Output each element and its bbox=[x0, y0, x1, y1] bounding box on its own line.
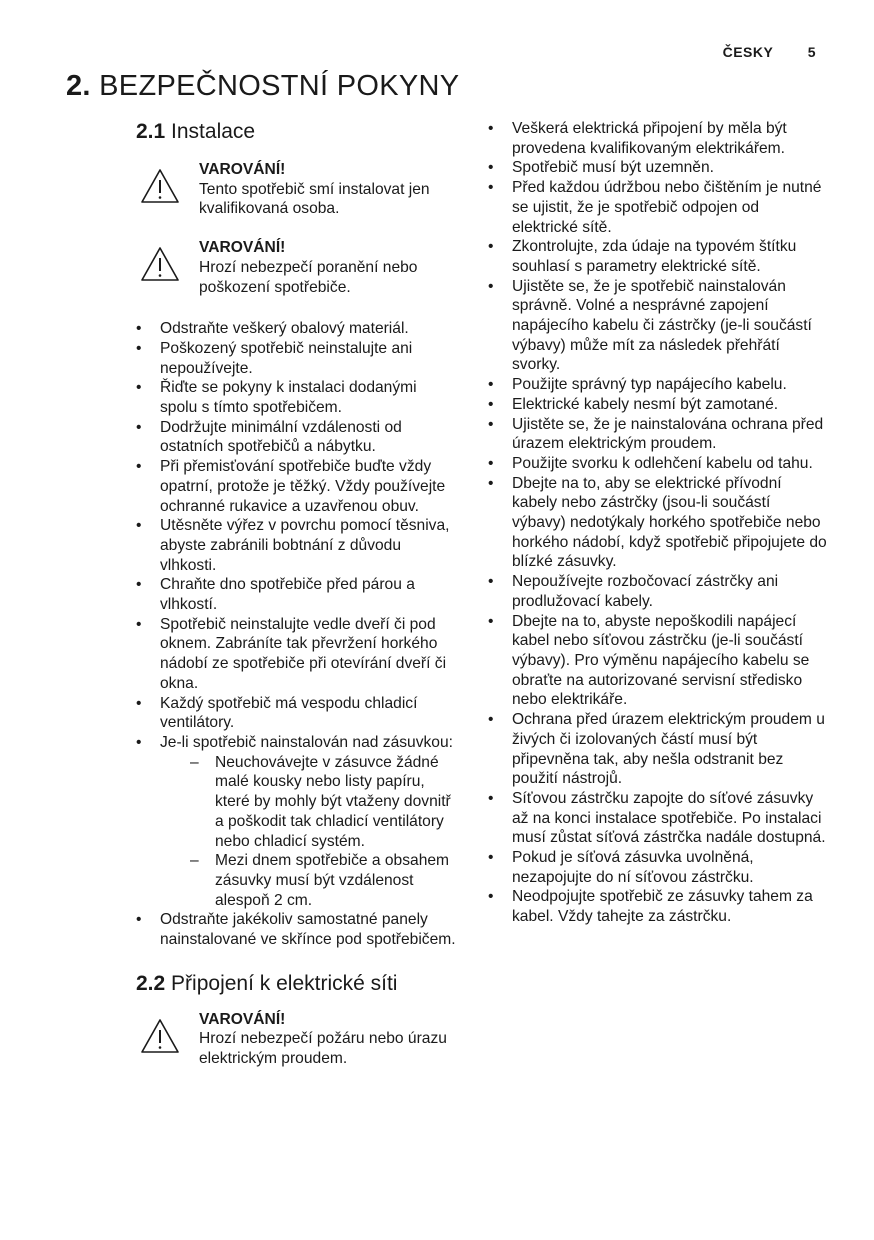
list-item: • Nepoužívejte rozbočovací zástrčky ani prodlužovací kabely. bbox=[488, 572, 828, 611]
page-header bbox=[723, 44, 816, 60]
sub-list-item: – Mezi dnem spotřebiče a obsahem zásuvky musí být vzdálenost alespoň 2 cm. bbox=[160, 851, 456, 910]
list-item: • Chraňte dno spotřebiče před párou a vlhkostí. bbox=[136, 575, 456, 614]
section-2-1-heading bbox=[136, 118, 456, 146]
title-text: BEZPEČNOSTNÍ POKYNY bbox=[99, 70, 460, 102]
right-column bbox=[488, 119, 828, 927]
section-2-2-title: Připojení k elektrické síti bbox=[171, 971, 398, 995]
list-item: • Odstraňte jakékoliv samostatné panely nainstalované ve skřínce pod spotřebičem. bbox=[136, 910, 456, 949]
warning-text: Hrozí nebezpečí poranění nebo poškození spotřebiče. bbox=[199, 258, 418, 296]
list-item: • Neodpojujte spotřebič ze zásuvky tahem za kabel. Vždy tahejte za zástrčku. bbox=[488, 887, 828, 926]
list-item: • Spotřebič neinstalujte vedle dveří či pod oknem. Zabráníte tak převržení horkého nádobí ze spotřebiče při otevírání dveří či okna. bbox=[136, 615, 456, 694]
language-label: ČESKY bbox=[722, 44, 774, 60]
list-item: • Síťovou zástrčku zapojte do síťové zásuvky až na konci instalace spotřebiče. Po instalaci musí zůstat síťová zástrčka nadále dostupná. bbox=[488, 789, 828, 848]
list-item: • Zkontrolujte, zda údaje na typovém štítku souhlasí s parametry elektrické sítě. bbox=[488, 237, 828, 276]
section-2-2-heading bbox=[136, 970, 456, 998]
list-item: • Ujistěte se, že je spotřebič nainstalován správně. Volné a nesprávné zapojení napájecího kabelu či zástrčky (je-li součástí výbavy) může mít za následek přehřátí svorky. bbox=[488, 277, 828, 376]
warning-label: VAROVÁNÍ! bbox=[199, 239, 286, 257]
warning-label: VAROVÁNÍ! bbox=[199, 161, 286, 178]
list-item: • Ochrana před úrazem elektrickým proudem u živých či izolovaných částí musí být připevněna tak, aby nešla odstranit bez použití nástrojů. bbox=[488, 710, 828, 789]
warning-triangle-icon bbox=[140, 1018, 180, 1054]
list-item: • Řiďte se pokyny k instalaci dodanými spolu s tímto spotřebičem. bbox=[136, 378, 456, 417]
list-item: • Spotřebič musí být uzemněn. bbox=[488, 158, 828, 178]
warning-block-1 bbox=[136, 160, 456, 219]
warning-block-3 bbox=[136, 1010, 456, 1069]
list-item: • Dodržujte minimální vzdálenosti od ostatních spotřebičů a nábytku. bbox=[136, 418, 456, 457]
list-item: • Při přemisťování spotřebiče buďte vždy opatrní, protože je těžký. Vždy používejte ochranné rukavice a uzavřenou obuv. bbox=[136, 457, 456, 516]
list-item: • Každý spotřebič má vespodu chladicí ventilátory. bbox=[136, 694, 456, 733]
section-2-1-title: Instalace bbox=[171, 120, 256, 143]
warning-block-2 bbox=[136, 238, 456, 297]
list-item: • Použijte svorku k odlehčení kabelu od tahu. bbox=[488, 454, 828, 474]
list-item: • Utěsněte výřez v povrchu pomocí těsniva, abyste zabránili bobtnání z důvodu vlhkosti. bbox=[136, 516, 456, 575]
list-item: • Poškozený spotřebič neinstalujte ani nepoužívejte. bbox=[136, 339, 456, 378]
warning-label: VAROVÁNÍ! bbox=[199, 1010, 286, 1028]
list-item: • Před každou údržbou nebo čištěním je nutné se ujistit, že je spotřebič odpojen od elektrické sítě. bbox=[488, 178, 828, 237]
list-item: • Dbejte na to, aby se elektrické přívodní kabely nebo zástrčky (jsou-li součástí výbavy) nedotýkaly horkého spotřebiče nebo horkého nádobí, když spotřebič připojujete do blízké zásuvky. bbox=[488, 474, 828, 573]
warning-text: Tento spotřebič smí instalovat jen kvalifikovaná osoba. bbox=[199, 180, 430, 218]
sub-list bbox=[160, 753, 456, 911]
list-item-text: Je-li spotřebič nainstalován nad zásuvkou: bbox=[160, 733, 453, 751]
page-number: 5 bbox=[807, 44, 816, 60]
list-item: • Ujistěte se, že je nainstalována ochrana před úrazem elektrickým proudem. bbox=[488, 415, 828, 454]
sub-list-item: – Neuchovávejte v zásuvce žádné malé kousky nebo listy papíru, které by mohly být vtaženy dovnitř a poškodit tak chladicí ventilátory nebo chladicí systém. bbox=[160, 753, 456, 852]
list-item: • Veškerá elektrická připojení by měla být provedena kvalifikovaným elektrikářem. bbox=[488, 119, 828, 158]
page-title bbox=[66, 70, 459, 103]
left-column bbox=[136, 118, 456, 1069]
list-item bbox=[136, 733, 456, 910]
list-item: • Odstraňte veškerý obalový materiál. bbox=[136, 319, 456, 339]
list-item: • Pokud je síťová zásuvka uvolněná, nezapojujte do ní síťovou zástrčku. bbox=[488, 848, 828, 887]
electrical-list bbox=[488, 119, 828, 927]
installation-list bbox=[136, 319, 456, 950]
section-2-2-number: 2.2 bbox=[136, 971, 166, 995]
list-item: • Dbejte na to, abyste nepoškodili napájecí kabel nebo síťovou zástrčku (je-li součástí výbavy). Pro výměnu napájecího kabelu se obraťte na autorizované servisní středisko nebo elektrikáře. bbox=[488, 612, 828, 711]
warning-text: Hrozí nebezpečí požáru nebo úrazu elektrickým proudem. bbox=[199, 1030, 447, 1068]
warning-triangle-icon bbox=[140, 246, 180, 282]
list-item: • Elektrické kabely nesmí být zamotané. bbox=[488, 395, 828, 415]
title-number: 2. bbox=[66, 70, 91, 102]
list-item: • Použijte správný typ napájecího kabelu. bbox=[488, 375, 828, 395]
warning-triangle-icon bbox=[140, 168, 180, 204]
section-2-1-number: 2.1 bbox=[136, 120, 166, 143]
